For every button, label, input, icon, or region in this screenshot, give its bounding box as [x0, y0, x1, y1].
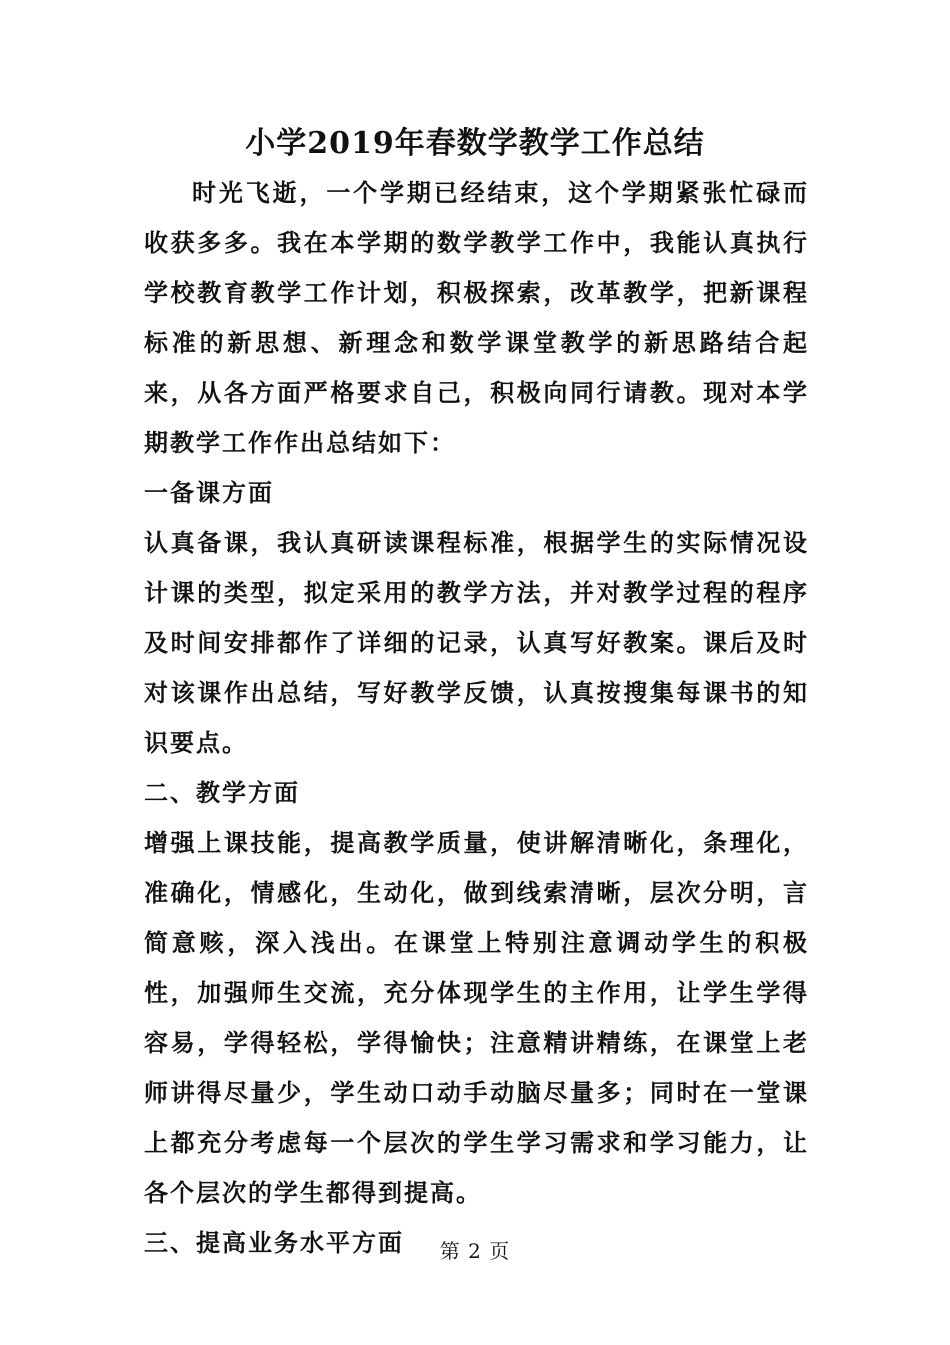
section-heading-professional-level: 三、提高业务水平方面 — [144, 1228, 404, 1257]
section-text-teaching: 增强上课技能，提高教学质量，使讲解清晰化，条理化，准确化，情感化，生动化，做到线索清晰，层次分明，言简意赅，深入浅出。在课堂上特别注意调动学生的积极性，加强师生交流，充分体现学生的主作用，让学生学得容易，学得轻松，学得愉快；注意精讲精练，在课堂上老师讲得尽量少，学生动口动手动脑尽量多；同时在一堂课上都充分考虑每一个层次的学生学习需求和学习能力，让各个层次的学生都得到提高。 — [144, 828, 809, 1207]
document-body — [144, 168, 809, 1268]
section-heading-teaching: 二、教学方面 — [144, 778, 300, 807]
intro-paragraph: 时光飞逝，一个学期已经结束，这个学期紧张忙碌而收获多多。我在本学期的数学教学工作中，我能认真执行学校教育教学工作计划，积极探索，改革教学，把新课程标准的新思想、新理念和数学课堂教学的新思路结合起来，从各方面严格要求自己，积极向同行请教。现对本学期教学工作作出总结如下： — [144, 178, 809, 457]
page-number: 第 2 页 — [439, 1239, 511, 1263]
document-title: 小学2019年春数学教学工作总结 — [245, 126, 705, 161]
section-text-lesson-prep: 认真备课，我认真研读课程标准，根据学生的实际情况设计课的类型，拟定采用的教学方法，并对教学过程的程序及时间安排都作了详细的记录，认真写好教案。课后及时对该课作出总结，写好教学反馈，认真按搜集每课书的知识要点。 — [144, 528, 809, 757]
section-heading-lesson-prep: 一备课方面 — [144, 478, 274, 507]
